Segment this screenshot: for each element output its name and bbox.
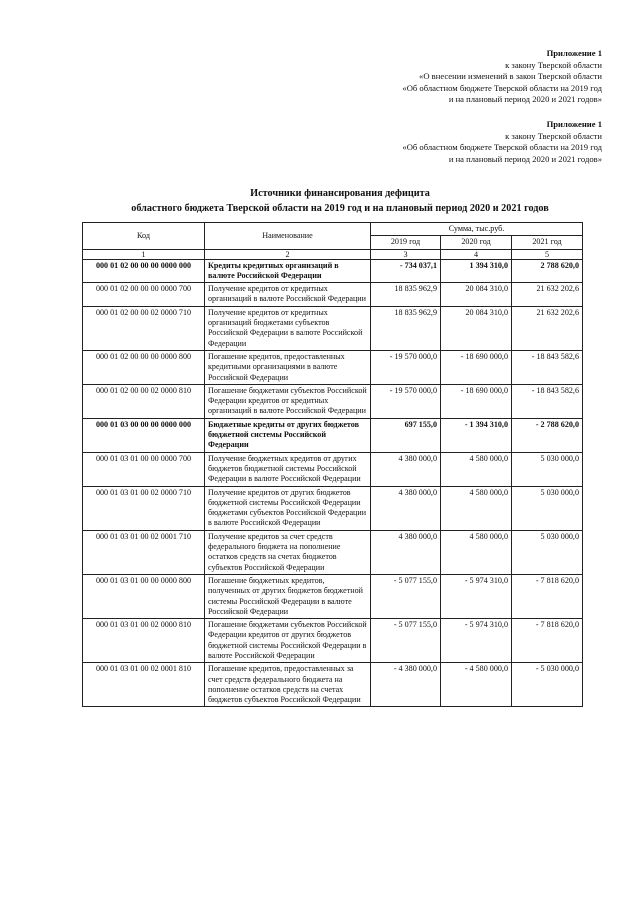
appendix-line: к закону Тверской области [505, 130, 602, 141]
row-code: 000 01 03 01 00 00 0000 700 [83, 452, 205, 486]
document-title [70, 186, 610, 216]
appendix-header-budget-law [402, 119, 602, 165]
column-index: 5 [512, 249, 583, 259]
row-code: 000 01 02 00 00 00 0000 800 [83, 350, 205, 384]
row-value-2020: - 18 690 000,0 [441, 350, 512, 384]
appendix-line: «Об областном бюджете Тверской области на 2019 год [402, 142, 602, 153]
row-name: Погашение бюджетами субъектов Российской Федерации кредитов от кредитных организаций в валюте Российской Федерации [205, 384, 371, 418]
row-value-2020: 1 394 310,0 [441, 259, 512, 283]
column-index: 4 [441, 249, 512, 259]
row-value-2019: 4 380 000,0 [371, 530, 441, 574]
appendix-line: «О внесении изменений в закон Тверской области [419, 71, 602, 82]
row-value-2019: - 19 570 000,0 [371, 350, 441, 384]
column-header-year: 2020 год [441, 236, 512, 249]
table-row [83, 452, 583, 486]
row-value-2019: - 734 037,1 [371, 259, 441, 283]
appendix-label: Приложение 1 [546, 48, 602, 58]
row-code: 000 01 03 01 00 02 0000 710 [83, 486, 205, 530]
table-row [83, 283, 583, 307]
column-header-year: 2019 год [371, 236, 441, 249]
column-index: 2 [205, 249, 371, 259]
row-code: 000 01 03 01 00 02 0000 810 [83, 619, 205, 663]
row-value-2020: 4 580 000,0 [441, 486, 512, 530]
row-value-2021: - 7 818 620,0 [512, 574, 583, 618]
row-name: Кредиты кредитных организаций в валюте Российской Федерации [205, 259, 371, 283]
row-value-2019: 697 155,0 [371, 418, 441, 452]
row-value-2020: - 18 690 000,0 [441, 384, 512, 418]
row-name: Получение кредитов от кредитных организаций бюджетами субъектов Российской Федерации в валюте Российской Федерации [205, 306, 371, 350]
row-value-2019: 4 380 000,0 [371, 452, 441, 486]
row-value-2021: 5 030 000,0 [512, 486, 583, 530]
row-name: Погашение кредитов, предоставленных за счет средств федерального бюджета на пополнение остатков средств на счетах бюджетов субъектов Российской Федерации [205, 663, 371, 707]
row-name: Погашение бюджетами субъектов Российской Федерации кредитов от других бюджетов бюджетной системы Российской Федерации в валюте Российской Федерации [205, 619, 371, 663]
row-value-2021: - 18 843 582,6 [512, 384, 583, 418]
row-value-2020: 20 084 310,0 [441, 283, 512, 307]
row-value-2019: - 19 570 000,0 [371, 384, 441, 418]
row-name: Получение кредитов от других бюджетов бюджетной системы Российской Федерации бюджетами субъектов Российской Федерации в валюте Российской Федерации [205, 486, 371, 530]
row-value-2021: 21 632 202,6 [512, 306, 583, 350]
row-value-2020: - 1 394 310,0 [441, 418, 512, 452]
row-value-2021: 5 030 000,0 [512, 452, 583, 486]
row-value-2021: 21 632 202,6 [512, 283, 583, 307]
row-code: 000 01 03 01 00 00 0000 800 [83, 574, 205, 618]
row-value-2019: - 5 077 155,0 [371, 619, 441, 663]
row-name: Погашение кредитов, предоставленных кредитными организациями в валюте Российской Федерации [205, 350, 371, 384]
row-code: 000 01 02 00 00 00 0000 000 [83, 259, 205, 283]
row-value-2019: - 4 380 000,0 [371, 663, 441, 707]
row-value-2020: - 5 974 310,0 [441, 619, 512, 663]
appendix-line: «Об областном бюджете Тверской области на 2019 год [402, 82, 602, 93]
column-index: 1 [83, 249, 205, 259]
row-value-2020: 4 580 000,0 [441, 452, 512, 486]
financing-sources-table [82, 222, 583, 707]
row-value-2020: - 4 580 000,0 [441, 663, 512, 707]
row-value-2021: - 18 843 582,6 [512, 350, 583, 384]
row-value-2021: 5 030 000,0 [512, 530, 583, 574]
row-code: 000 01 02 00 00 00 0000 700 [83, 283, 205, 307]
row-code: 000 01 03 01 00 02 0001 710 [83, 530, 205, 574]
row-value-2019: 4 380 000,0 [371, 486, 441, 530]
row-code: 000 01 03 00 00 00 0000 000 [83, 418, 205, 452]
row-name: Погашение бюджетных кредитов, полученных от других бюджетов бюджетной системы Российской Федерации в валюте Российской Федерации [205, 574, 371, 618]
row-value-2019: 18 835 962,9 [371, 306, 441, 350]
row-name: Получение бюджетных кредитов от других бюджетов бюджетной системы Российской Федерации в валюте Российской Федерации [205, 452, 371, 486]
row-value-2021: - 7 818 620,0 [512, 619, 583, 663]
table-row [83, 306, 583, 350]
table-row [83, 663, 583, 707]
appendix-header-amendment [402, 48, 602, 106]
column-header-code: Код [83, 223, 205, 250]
column-header-sum: Сумма, тыс.руб. [371, 223, 583, 236]
row-value-2021: - 2 788 620,0 [512, 418, 583, 452]
table-row [83, 574, 583, 618]
column-header-year: 2021 год [512, 236, 583, 249]
row-value-2021: - 5 030 000,0 [512, 663, 583, 707]
row-value-2019: 18 835 962,9 [371, 283, 441, 307]
column-header-name: Наименование [205, 223, 371, 250]
appendix-line: и на плановый период 2020 и 2021 годов» [448, 94, 602, 105]
row-value-2020: 20 084 310,0 [441, 306, 512, 350]
row-code: 000 01 03 01 00 02 0001 810 [83, 663, 205, 707]
table-row [83, 259, 583, 283]
row-name: Получение кредитов от кредитных организаций в валюте Российской Федерации [205, 283, 371, 307]
title-line-2: областного бюджета Тверской области на 2019 год и на плановый период 2020 и 2021 годов [131, 203, 549, 214]
row-code: 000 01 02 00 00 02 0000 810 [83, 384, 205, 418]
table-row [83, 619, 583, 663]
row-value-2021: 2 788 620,0 [512, 259, 583, 283]
table-row [83, 384, 583, 418]
appendix-label: Приложение 1 [546, 119, 602, 129]
row-value-2019: - 5 077 155,0 [371, 574, 441, 618]
table-row [83, 530, 583, 574]
row-code: 000 01 02 00 00 02 0000 710 [83, 306, 205, 350]
row-value-2020: 4 580 000,0 [441, 530, 512, 574]
appendix-line: и на плановый период 2020 и 2021 годов» [448, 153, 602, 164]
title-line-1: Источники финансирования дефицита [250, 188, 430, 199]
appendix-line: к закону Тверской области [505, 59, 602, 70]
row-name: Получение кредитов за счет средств федерального бюджета на пополнение остатков средств на счетах бюджетов субъектов Российской Федерации [205, 530, 371, 574]
column-index: 3 [371, 249, 441, 259]
table-row [83, 418, 583, 452]
table-row [83, 486, 583, 530]
row-name: Бюджетные кредиты от других бюджетов бюджетной системы Российской Федерации [205, 418, 371, 452]
table-row [83, 350, 583, 384]
row-value-2020: - 5 974 310,0 [441, 574, 512, 618]
